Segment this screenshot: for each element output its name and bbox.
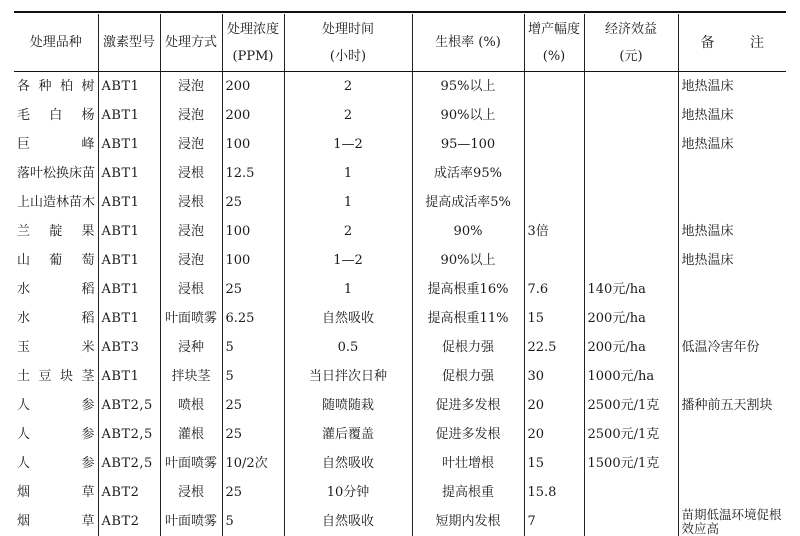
top-rule <box>14 11 786 13</box>
cell-hormone-type: ABT1 <box>98 275 160 304</box>
cell-method: 浸泡 <box>160 246 222 275</box>
cell-time: 灌后覆盖 <box>284 420 412 449</box>
cell-concentration: 25 <box>222 188 284 217</box>
cell-crop: 烟草 <box>14 507 98 536</box>
cell-yield: 3倍 <box>524 217 584 246</box>
header-time-line2: (小时) <box>288 43 409 70</box>
cell-note: 低温冷害年份 <box>678 333 786 362</box>
cell-concentration: 5 <box>222 507 284 536</box>
cell-yield <box>524 101 584 130</box>
cell-time: 2 <box>284 217 412 246</box>
table-row <box>14 188 786 217</box>
cell-time: 1—2 <box>284 246 412 275</box>
table-row <box>14 101 786 130</box>
cell-concentration: 100 <box>222 217 284 246</box>
cell-benefit <box>584 72 678 102</box>
table-row <box>14 420 786 449</box>
cell-yield <box>524 159 584 188</box>
cell-note-text: 苗期低温环境促根效应高 <box>682 508 787 536</box>
cell-yield: 20 <box>524 391 584 420</box>
cell-note <box>678 420 786 449</box>
cell-time: 随喷随栽 <box>284 391 412 420</box>
cell-benefit: 200元/ha <box>584 304 678 333</box>
cell-rooting-rate: 短期内发根 <box>412 507 524 536</box>
cell-benefit <box>584 188 678 217</box>
cell-rooting-rate: 促根力强 <box>412 362 524 391</box>
cell-benefit <box>584 217 678 246</box>
cell-crop: 山葡萄 <box>14 246 98 275</box>
cell-rooting-rate: 提高根重16% <box>412 275 524 304</box>
table-row <box>14 478 786 507</box>
cell-yield <box>524 188 584 217</box>
cell-crop: 烟草 <box>14 478 98 507</box>
cell-rooting-rate: 成活率95% <box>412 159 524 188</box>
cell-method: 浸泡 <box>160 217 222 246</box>
cell-benefit <box>584 246 678 275</box>
cell-crop: 人参 <box>14 449 98 478</box>
header-hormone-type: 激素型号 <box>98 14 160 72</box>
table-row <box>14 507 786 536</box>
cell-yield <box>524 72 584 102</box>
table-row <box>14 304 786 333</box>
cell-note <box>678 188 786 217</box>
cell-rooting-rate: 90%以上 <box>412 246 524 275</box>
header-benefit <box>584 14 678 72</box>
cell-benefit <box>584 130 678 159</box>
header-concentration-line1: 处理浓度 <box>226 16 281 43</box>
header-concentration <box>222 14 284 72</box>
table-header-row <box>14 14 786 72</box>
cell-concentration: 25 <box>222 391 284 420</box>
table-row <box>14 72 786 102</box>
cell-crop: 水稻 <box>14 275 98 304</box>
cell-time: 自然吸收 <box>284 507 412 536</box>
cell-concentration: 200 <box>222 72 284 102</box>
header-method: 处理方式 <box>160 14 222 72</box>
header-benefit-line1: 经济效益 <box>588 16 675 43</box>
cell-concentration: 25 <box>222 478 284 507</box>
cell-time: 10分钟 <box>284 478 412 507</box>
cell-rooting-rate: 提高根重 <box>412 478 524 507</box>
header-concentration-line2: (PPM) <box>226 43 281 70</box>
cell-concentration: 5 <box>222 362 284 391</box>
header-time-line1: 处理时间 <box>288 16 409 43</box>
cell-concentration: 100 <box>222 246 284 275</box>
table-row <box>14 362 786 391</box>
cell-method: 灌根 <box>160 420 222 449</box>
cell-yield: 7 <box>524 507 584 536</box>
table-row <box>14 217 786 246</box>
cell-benefit: 140元/ha <box>584 275 678 304</box>
cell-hormone-type: ABT2,5 <box>98 420 160 449</box>
cell-rooting-rate: 提高成活率5% <box>412 188 524 217</box>
cell-note <box>678 304 786 333</box>
cell-crop: 上山造林苗木 <box>14 188 98 217</box>
cell-rooting-rate: 促根力强 <box>412 333 524 362</box>
cell-yield: 15 <box>524 449 584 478</box>
table-row <box>14 449 786 478</box>
abt-treatment-table <box>14 14 786 536</box>
cell-time: 自然吸收 <box>284 449 412 478</box>
cell-hormone-type: ABT3 <box>98 333 160 362</box>
cell-method: 叶面喷雾 <box>160 449 222 478</box>
cell-rooting-rate: 提高根重11% <box>412 304 524 333</box>
cell-method: 浸根 <box>160 159 222 188</box>
cell-concentration: 5 <box>222 333 284 362</box>
cell-method: 浸泡 <box>160 72 222 102</box>
header-crop: 处理品种 <box>14 14 98 72</box>
cell-concentration: 100 <box>222 130 284 159</box>
cell-hormone-type: ABT2,5 <box>98 391 160 420</box>
table-row <box>14 275 786 304</box>
cell-hormone-type: ABT2 <box>98 478 160 507</box>
cell-hormone-type: ABT1 <box>98 362 160 391</box>
cell-method: 浸根 <box>160 478 222 507</box>
cell-concentration: 6.25 <box>222 304 284 333</box>
cell-rooting-rate: 90%以上 <box>412 101 524 130</box>
cell-benefit <box>584 478 678 507</box>
header-note: 备注 <box>678 14 786 72</box>
cell-hormone-type: ABT2 <box>98 507 160 536</box>
cell-time: 2 <box>284 101 412 130</box>
cell-method: 拌块茎 <box>160 362 222 391</box>
cell-rooting-rate: 促进多发根 <box>412 420 524 449</box>
cell-benefit <box>584 159 678 188</box>
table-row <box>14 391 786 420</box>
table-row <box>14 246 786 275</box>
cell-benefit: 1500元/1克 <box>584 449 678 478</box>
cell-note <box>678 275 786 304</box>
cell-note <box>678 362 786 391</box>
cell-method: 喷根 <box>160 391 222 420</box>
cell-method: 叶面喷雾 <box>160 304 222 333</box>
cell-method: 浸泡 <box>160 101 222 130</box>
cell-time: 1 <box>284 275 412 304</box>
header-yield <box>524 14 584 72</box>
cell-crop: 巨峰 <box>14 130 98 159</box>
cell-rooting-rate: 90% <box>412 217 524 246</box>
table-row <box>14 159 786 188</box>
table-body <box>14 72 786 536</box>
cell-crop: 兰靛果 <box>14 217 98 246</box>
header-rooting-rate: 生根率 (%) <box>412 14 524 72</box>
cell-hormone-type: ABT1 <box>98 101 160 130</box>
cell-benefit <box>584 101 678 130</box>
cell-crop: 人参 <box>14 420 98 449</box>
cell-note <box>678 478 786 507</box>
cell-note: 播种前五天割块 <box>678 391 786 420</box>
cell-crop: 毛白杨 <box>14 101 98 130</box>
cell-hormone-type: ABT1 <box>98 304 160 333</box>
cell-method: 叶面喷雾 <box>160 507 222 536</box>
cell-concentration: 25 <box>222 275 284 304</box>
cell-time: 0.5 <box>284 333 412 362</box>
header-yield-line2: (%) <box>528 43 581 70</box>
header-yield-line1: 增产幅度 <box>528 16 581 43</box>
header-time <box>284 14 412 72</box>
cell-yield: 7.6 <box>524 275 584 304</box>
cell-benefit: 2500元/1克 <box>584 420 678 449</box>
cell-yield: 15 <box>524 304 584 333</box>
cell-rooting-rate: 促进多发根 <box>412 391 524 420</box>
cell-benefit <box>584 507 678 536</box>
cell-hormone-type: ABT1 <box>98 246 160 275</box>
cell-rooting-rate: 95%以上 <box>412 72 524 102</box>
cell-method: 浸种 <box>160 333 222 362</box>
table-row <box>14 130 786 159</box>
cell-note <box>678 159 786 188</box>
cell-note: 地热温床 <box>678 130 786 159</box>
cell-yield: 22.5 <box>524 333 584 362</box>
header-benefit-line2: (元) <box>588 43 675 70</box>
cell-yield <box>524 130 584 159</box>
cell-yield <box>524 246 584 275</box>
cell-crop: 土豆块茎 <box>14 362 98 391</box>
cell-note <box>678 449 786 478</box>
cell-hormone-type: ABT1 <box>98 217 160 246</box>
cell-crop: 各种柏树 <box>14 72 98 102</box>
cell-method: 浸根 <box>160 188 222 217</box>
cell-note: 地热温床 <box>678 246 786 275</box>
cell-hormone-type: ABT1 <box>98 72 160 102</box>
cell-concentration: 25 <box>222 420 284 449</box>
cell-hormone-type: ABT1 <box>98 188 160 217</box>
cell-concentration: 10/2次 <box>222 449 284 478</box>
cell-note: 地热温床 <box>678 101 786 130</box>
cell-time: 1 <box>284 188 412 217</box>
cell-hormone-type: ABT2,5 <box>98 449 160 478</box>
cell-hormone-type: ABT1 <box>98 159 160 188</box>
cell-time: 2 <box>284 72 412 102</box>
cell-note: 地热温床 <box>678 72 786 102</box>
cell-crop: 水稻 <box>14 304 98 333</box>
cell-benefit: 1000元/ha <box>584 362 678 391</box>
cell-crop: 玉米 <box>14 333 98 362</box>
cell-hormone-type: ABT1 <box>98 130 160 159</box>
cell-rooting-rate: 叶壮增根 <box>412 449 524 478</box>
cell-yield: 15.8 <box>524 478 584 507</box>
cell-benefit: 200元/ha <box>584 333 678 362</box>
cell-note: 地热温床 <box>678 217 786 246</box>
cell-crop: 人参 <box>14 391 98 420</box>
cell-yield: 30 <box>524 362 584 391</box>
cell-benefit: 2500元/1克 <box>584 391 678 420</box>
cell-concentration: 200 <box>222 101 284 130</box>
cell-note <box>678 507 786 536</box>
cell-rooting-rate: 95—100 <box>412 130 524 159</box>
cell-method: 浸根 <box>160 275 222 304</box>
cell-time: 自然吸收 <box>284 304 412 333</box>
cell-time: 当日拌次日种 <box>284 362 412 391</box>
cell-crop: 落叶松换床苗 <box>14 159 98 188</box>
cell-time: 1 <box>284 159 412 188</box>
cell-yield: 20 <box>524 420 584 449</box>
cell-time: 1—2 <box>284 130 412 159</box>
cell-concentration: 12.5 <box>222 159 284 188</box>
cell-method: 浸泡 <box>160 130 222 159</box>
table-row <box>14 333 786 362</box>
